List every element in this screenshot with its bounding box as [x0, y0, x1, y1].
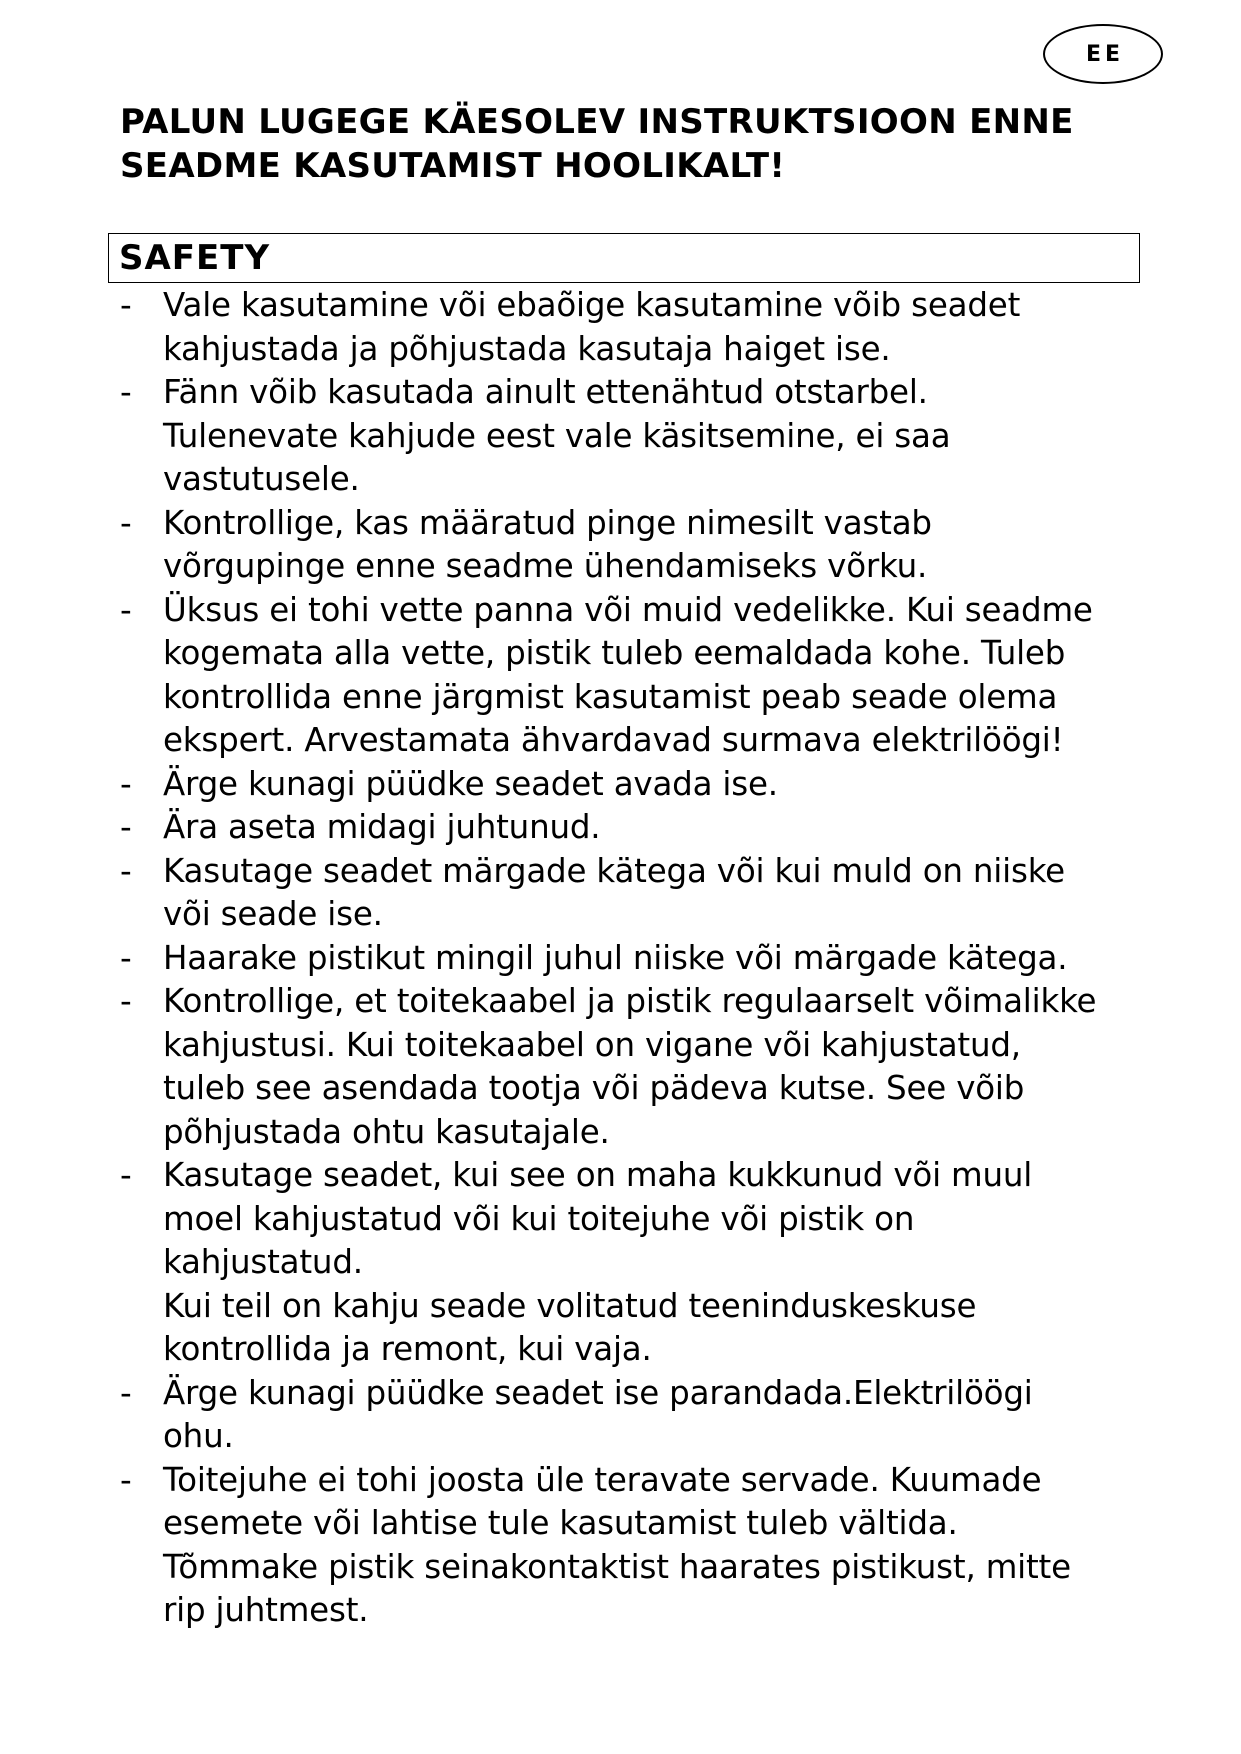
safety-item	[120, 763, 1140, 807]
safety-item-line: tuleb see asendada tootja või pädeva kutse. See võib	[163, 1069, 1025, 1107]
section-header-box	[108, 233, 1140, 283]
safety-item	[120, 1154, 1140, 1372]
safety-item-text	[163, 763, 1140, 807]
safety-item-line: Kontrollige, et toitekaabel ja pistik regulaarselt võimalikke	[163, 982, 1097, 1020]
safety-item-line: kahjustatud.	[163, 1243, 363, 1281]
list-bullet: -	[120, 851, 132, 890]
list-bullet: -	[120, 938, 132, 977]
safety-item-line: Toitejuhe ei tohi joosta üle teravate servade. Kuumade	[163, 1460, 1042, 1499]
safety-item-text	[163, 980, 1140, 1154]
safety-item	[120, 937, 1140, 981]
list-bullet: -	[120, 1460, 132, 1499]
safety-item-line: vastutusele.	[163, 460, 360, 498]
safety-item-text	[163, 806, 1140, 850]
safety-item-text	[163, 1372, 1140, 1459]
safety-item-line: Tõmmake pistik seinakontaktist haarates pistikust, mitte	[163, 1547, 1071, 1586]
safety-item-text	[163, 502, 1140, 589]
safety-item-line: esemete või lahtise tule kasutamist tuleb vältida.	[163, 1504, 958, 1542]
safety-item	[120, 284, 1140, 371]
page-title-line: SEADME KASUTAMIST HOOLIKALT!	[120, 146, 786, 186]
list-bullet: -	[120, 764, 132, 803]
safety-item-line: Üksus ei tohi vette panna või muid vedelikke. Kui seadme	[163, 590, 1093, 629]
safety-item-line: Ärge kunagi püüdke seadet avada ise.	[163, 764, 778, 803]
page-title	[120, 100, 1120, 188]
safety-item-line: põhjustada ohtu kasutajale.	[163, 1112, 610, 1151]
safety-item	[120, 1372, 1140, 1459]
safety-item-text	[163, 1154, 1140, 1372]
list-bullet: -	[120, 286, 132, 324]
safety-item-line: Kasutage seadet märgade kätega või kui muld on niiske	[163, 851, 1065, 890]
safety-item-line: kogemata alla vette, pistik tuleb eemaldada kohe. Tuleb	[163, 634, 1066, 672]
safety-item	[120, 589, 1140, 763]
safety-item-line: Kontrollige, kas määratud pinge nimesilt vastab	[163, 503, 932, 542]
safety-item-line: Vale kasutamine või ebaõige kasutamine võib seadet	[163, 286, 1021, 324]
safety-item-text	[163, 589, 1140, 763]
safety-item	[120, 806, 1140, 850]
safety-item-line: Ära aseta midagi juhtunud.	[163, 808, 601, 846]
list-bullet: -	[120, 373, 132, 411]
safety-item-line: moel kahjustatud või kui toitejuhe või pistik on	[163, 1199, 915, 1238]
page-title-line: PALUN LUGEGE KÄESOLEV INSTRUKTSIOON ENNE	[120, 102, 1074, 142]
safety-item	[120, 502, 1140, 589]
list-bullet: -	[120, 590, 132, 629]
list-bullet: -	[120, 808, 132, 846]
section-title: SAFETY	[119, 238, 271, 278]
safety-item	[120, 1459, 1140, 1633]
safety-item-line: kahjustusi. Kui toitekaabel on vigane või kahjustatud,	[163, 1025, 1021, 1064]
safety-item-text	[163, 371, 1140, 502]
safety-item-text	[163, 1459, 1140, 1633]
list-bullet: -	[120, 1156, 132, 1194]
safety-item	[120, 850, 1140, 937]
safety-item-line: Ärge kunagi püüdke seadet ise parandada.Elektrilöögi	[163, 1373, 1033, 1412]
language-badge	[1043, 24, 1163, 84]
list-bullet: -	[120, 503, 132, 542]
language-code: EE	[1085, 41, 1125, 67]
safety-list	[120, 284, 1140, 1633]
safety-item-line: Kasutage seadet, kui see on maha kukkunud või muul	[163, 1156, 1033, 1194]
safety-item-line: ekspert. Arvestamata ähvardavad surmava elektrilöögi!	[163, 721, 1064, 759]
safety-item-line: kahjustada ja põhjustada kasutaja haiget ise.	[163, 329, 891, 368]
safety-item-line: rip juhtmest.	[163, 1591, 369, 1629]
list-bullet: -	[120, 1373, 132, 1412]
safety-item-line: kontrollida enne järgmist kasutamist peab seade olema	[163, 677, 1058, 716]
list-bullet: -	[120, 982, 132, 1020]
safety-item	[120, 371, 1140, 502]
safety-item-line: ohu.	[163, 1417, 234, 1455]
safety-item-text	[163, 284, 1140, 371]
safety-item-line: võrgupinge enne seadme ühendamiseks võrku.	[163, 547, 928, 585]
safety-item-line: Kui teil on kahju seade volitatud teeninduskeskuse	[163, 1286, 977, 1325]
safety-item-text	[163, 937, 1140, 981]
safety-item-text	[163, 850, 1140, 937]
safety-item	[120, 980, 1140, 1154]
safety-item-line: Tulenevate kahjude eest vale käsitsemine, ei saa	[163, 416, 951, 455]
safety-item-line: Fänn võib kasutada ainult ettenähtud otstarbel.	[163, 373, 928, 411]
safety-item-line: kontrollida ja remont, kui vaja.	[163, 1330, 652, 1368]
safety-item-line: või seade ise.	[163, 895, 383, 933]
safety-item-line: Haarake pistikut mingil juhul niiske või märgade kätega.	[163, 938, 1068, 977]
